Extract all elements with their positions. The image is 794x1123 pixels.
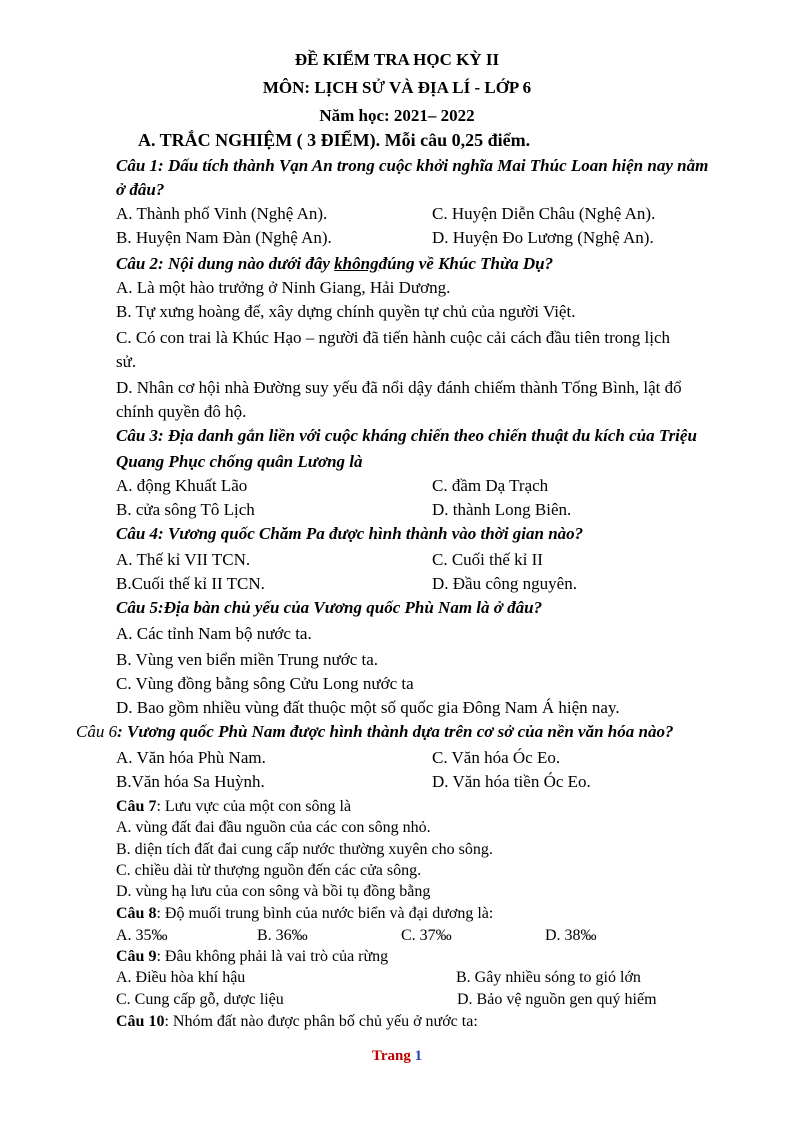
question-3-option-d: D. thành Long Biên. [432,500,572,519]
question-8-option-d: D. 38‰ [545,927,597,944]
question-10-text: Câu 10: Nhóm đất nào được phân bố chủ yếu ở nước ta: [116,1013,478,1030]
question-7-text: Câu 7: Lưu vực của một con sông là [116,798,352,815]
question-6-option-b: B.Văn hóa Sa Huỳnh. [116,772,265,791]
question-9-option-c: C. Cung cấp gỗ, dược liệu [116,991,284,1008]
page-number: 1 [414,1048,423,1064]
question-1-option-c: C. Huyện Diễn Châu (Nghệ An). [432,204,656,223]
question-7-option-b: B. diện tích đất đai cung cấp nước thường xuyên cho sông. [116,841,493,858]
question-3-option-b: B. cửa sông Tô Lịch [116,500,255,519]
question-3-option-c: C. đầm Dạ Trạch [432,476,549,495]
question-2-option-d-cont: chính quyền đô hộ. [116,402,247,421]
question-7-option-c: C. chiều dài từ thượng nguồn đến các cửa sông. [116,862,422,879]
question-3-text: Câu 3: Địa danh gắn liền với cuộc kháng chiến theo chiến thuật du kích của Triệu [116,426,697,445]
negation-underline: không [334,254,379,273]
page-footer [0,1048,794,1065]
question-2-option-c-cont: sử. [116,352,137,371]
question-7-option-a: A. vùng đất đai đầu nguồn của các con sông nhỏ. [116,819,431,836]
question-9-text: Câu 9: Đâu không phải là vai trò của rừng [116,948,389,965]
exam-subject: MÔN: LỊCH SỬ VÀ ĐỊA LÍ - LỚP 6 [262,78,532,97]
question-4-option-b: B.Cuối thế kỉ II TCN. [116,574,265,593]
question-1-option-a: A. Thành phố Vinh (Nghệ An). [116,204,328,223]
question-5-option-d: D. Bao gồm nhiều vùng đất thuộc một số quốc gia Đông Nam Á hiện nay. [116,698,620,717]
question-9-option-d: D. Bảo vệ nguồn gen quý hiếm [457,991,657,1008]
question-4-option-c: C. Cuối thế kỉ II [432,550,543,569]
question-8-option-c: C. 37‰ [401,927,452,944]
question-5-option-a: A. Các tỉnh Nam bộ nước ta. [116,624,312,643]
question-6-option-a: A. Văn hóa Phù Nam. [116,748,266,767]
question-2-option-d: D. Nhân cơ hội nhà Đường suy yếu đã nổi dậy đánh chiếm thành Tống Bình, lật đổ [116,378,682,397]
question-1-option-d: D. Huyện Đo Lương (Nghệ An). [432,228,654,247]
exam-year: Năm học: 2021– 2022 [319,106,475,125]
question-7-option-d: D. vùng hạ lưu của con sông và bồi tụ đồng bằng [116,883,431,900]
question-9-option-a: A. Điều hòa khí hậu [116,969,246,986]
question-1-text-cont: ở đâu? [116,180,165,199]
question-5-option-c: C. Vùng đồng bằng sông Cửu Long nước ta [116,674,414,693]
exam-title: ĐỀ KIỂM TRA HỌC KỲ II [294,50,500,69]
question-5-option-b: B. Vùng ven biển miền Trung nước ta. [116,650,379,669]
question-5-text: Câu 5:Địa bàn chủ yếu của Vương quốc Phù Nam là ở đâu? [116,598,543,617]
question-8-option-b: B. 36‰ [257,927,308,944]
question-8-text: Câu 8: Độ muối trung bình của nước biển và đại dương là: [116,905,494,922]
question-3-option-a: A. động Khuất Lão [116,476,248,495]
question-2-option-a: A. Là một hào trưởng ở Ninh Giang, Hải Dương. [116,278,451,297]
question-8-option-a: A. 35‰ [116,927,168,944]
question-1-text: Câu 1: Dấu tích thành Vạn An trong cuộc khởi nghĩa Mai Thúc Loan hiện nay nằm [116,156,709,175]
question-4-option-d: D. Đầu công nguyên. [432,574,577,593]
question-4-option-a: A. Thế kỉ VII TCN. [116,550,251,569]
question-2-text: Câu 2: Nội dung nào dưới đây khôngđúng về Khúc Thừa Dụ? [116,254,554,273]
question-2-option-c: C. Có con trai là Khúc Hạo – người đã tiến hành cuộc cải cách đầu tiên trong lịch [116,328,671,347]
page-label: Trang [371,1048,415,1064]
question-1-option-b: B. Huyện Nam Đàn (Nghệ An). [116,228,332,247]
question-3-text-cont: Quang Phục chống quân Lương là [116,452,363,471]
question-6-text: Câu 6: Vương quốc Phù Nam được hình thành dựa trên cơ sở của nền văn hóa nào? [76,722,674,741]
section-a-heading: A. TRẮC NGHIỆM ( 3 ĐIỂM). Mỗi câu 0,25 điểm. [138,130,531,150]
question-9-option-b: B. Gây nhiều sóng to gió lớn [456,969,641,986]
question-6-option-c: C. Văn hóa Óc Eo. [432,748,561,767]
question-6-option-d: D. Văn hóa tiền Óc Eo. [432,772,591,791]
question-2-option-b: B. Tự xưng hoàng đế, xây dựng chính quyền tự chủ của người Việt. [116,302,576,321]
question-4-text: Câu 4: Vương quốc Chăm Pa được hình thành vào thời gian nào? [116,524,584,543]
